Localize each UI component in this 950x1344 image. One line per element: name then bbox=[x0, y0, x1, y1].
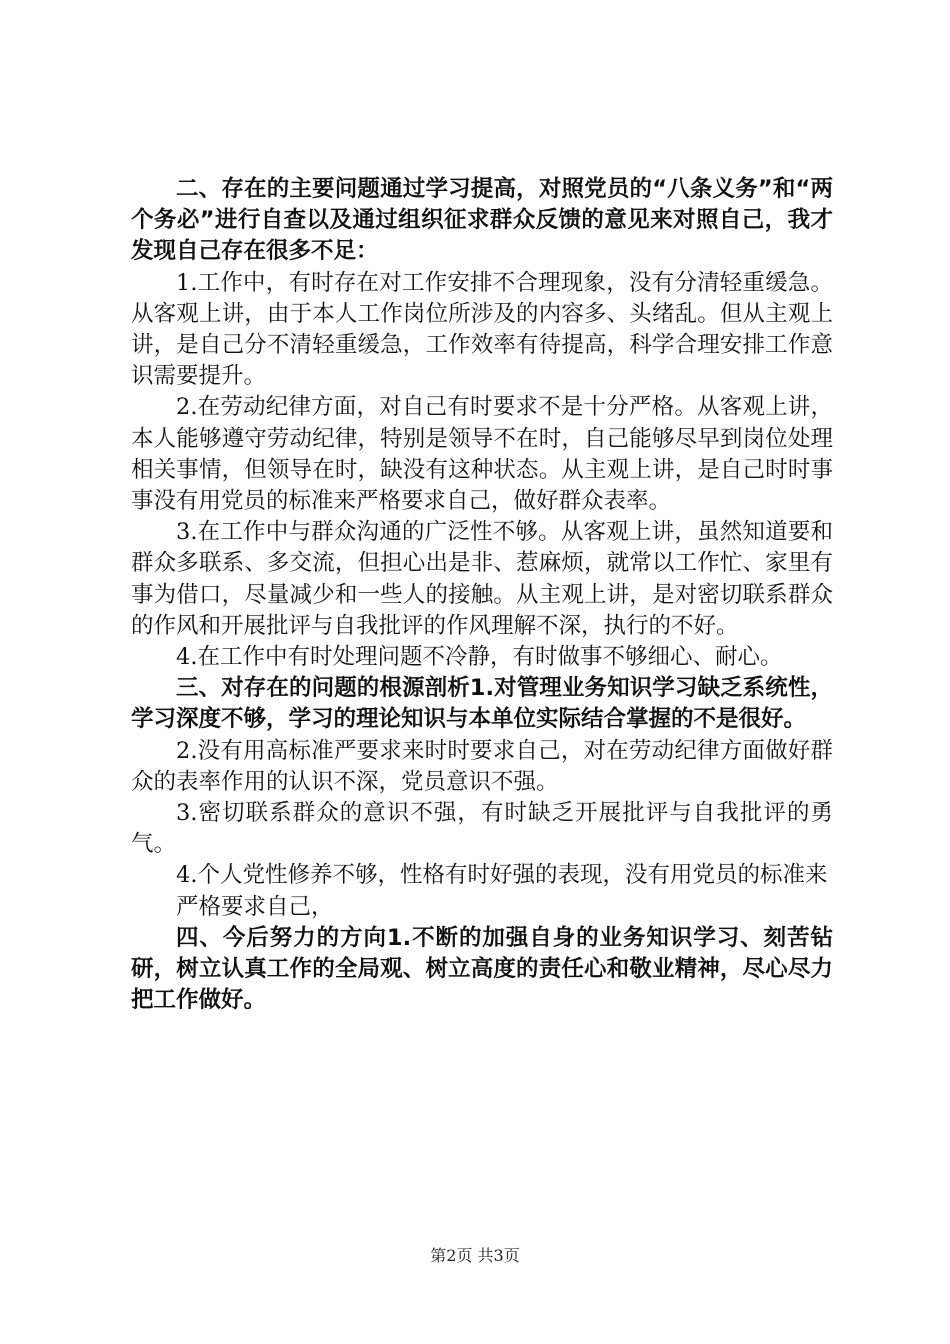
paragraph-cause-4: 4.个人党性修养不够，性格有时好强的表现，没有用党员的标准来 bbox=[176, 862, 828, 889]
paragraph-cause-2: 2.没有用高标准严要求来时时要求自己，对在劳动纪律方面做好群众的表率作用的认识不深，党员意识不强。 bbox=[131, 737, 833, 795]
section-heading-root-causes: 三、对存在的问题的根源剖析1.对管理业务知识学习缺乏系统性，学习深度不够，学习的理论知识与本单位实际结合掌握的不是很好。 bbox=[131, 675, 833, 733]
paragraph-cause-4-continued: 严格要求自己， bbox=[176, 893, 334, 920]
paragraph-problem-4: 4.在工作中有时处理问题不冷静，有时做事不够细心、耐心。 bbox=[176, 644, 783, 671]
page-number-footer: 第2页 共3页 bbox=[430, 1246, 520, 1265]
paragraph-problem-1: 1.工作中，有时存在对工作安排不合理现象，没有分清轻重缓急。从客观上讲，由于本人工作岗位所涉及的内容多、头绪乱。但从主观上讲，是自己分不清轻重缓急，工作效率有待提高，科学合理安排工作意识需要提升。 bbox=[131, 269, 833, 390]
paragraph-cause-3: 3.密切联系群众的意识不强，有时缺乏开展批评与自我批评的勇气。 bbox=[131, 800, 833, 858]
paragraph-problem-3: 3.在工作中与群众沟通的广泛性不够。从客观上讲，虽然知道要和群众多联系、多交流，但担心出是非、惹麻烦，就常以工作忙、家里有事为借口，尽量减少和一些人的接触。从主观上讲，是对密切联系群众的作风和开展批评与自我批评的作风理解不深，执行的不好。 bbox=[131, 519, 833, 639]
section-heading-direction: 四、今后努力的方向1.不断的加强自身的业务知识学习、刻苦钻研，树立认真工作的全局观、树立高度的责任心和敬业精神，尽心尽力把工作做好。 bbox=[131, 924, 833, 1014]
document-body bbox=[131, 174, 833, 1016]
section-heading-problems: 二、存在的主要问题通过学习提高，对照党员的“八条义务”和“两个务必”进行自查以及通过组织征求群众反馈的意见来对照自己，我才发现自己存在很多不足： bbox=[131, 176, 833, 265]
paragraph-problem-2: 2.在劳动纪律方面，对自己有时要求不是十分严格。从客观上讲，本人能够遵守劳动纪律，特别是领导不在时，自己能够尽早到岗位处理相关事情，但领导在时，缺没有这种状态。从主观上讲，是自己时时事事没有用党员的标准来严格要求自己，做好群众表率。 bbox=[131, 394, 833, 515]
